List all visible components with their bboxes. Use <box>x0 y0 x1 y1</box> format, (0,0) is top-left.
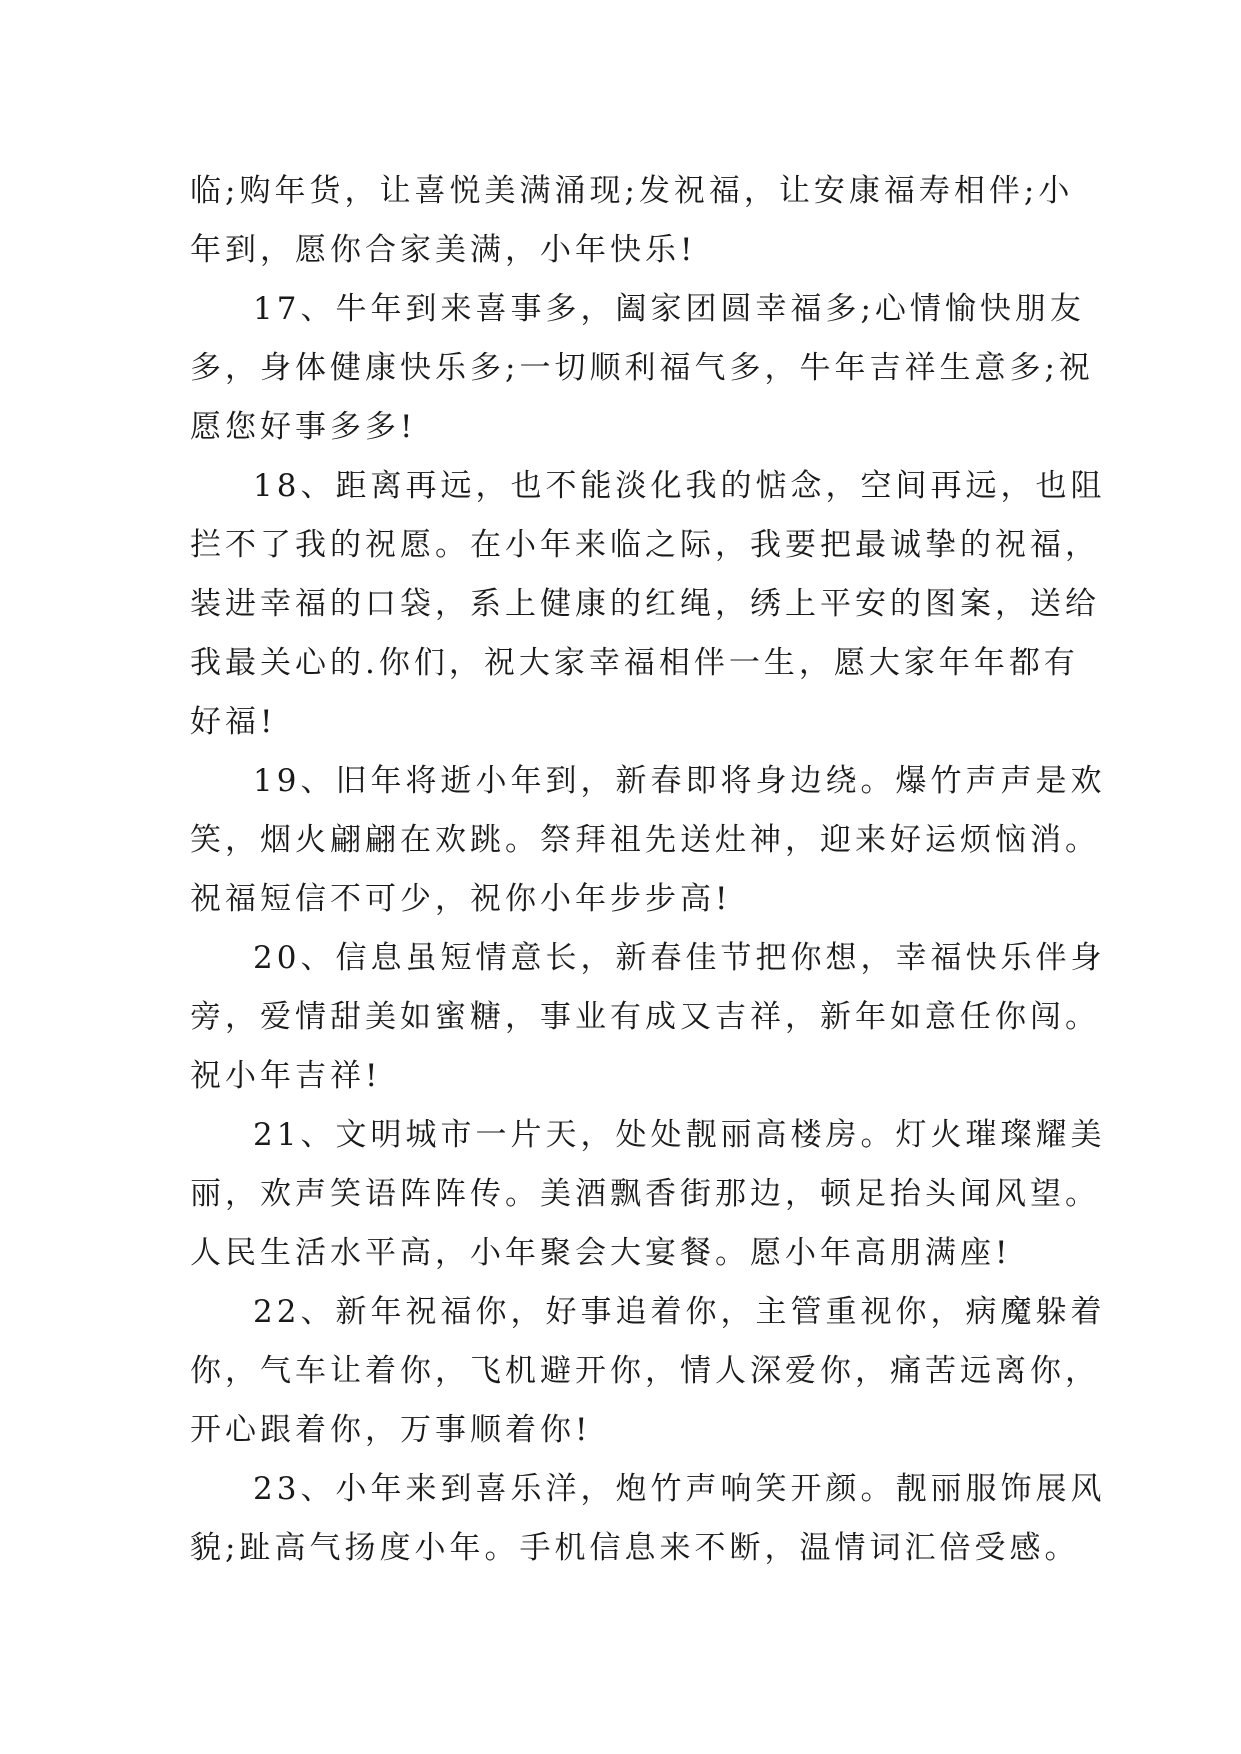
text-line: 20、信息虽短情意长，新春佳节把你想，幸福快乐伴身 <box>253 940 1106 976</box>
paragraph-19 <box>190 752 1106 929</box>
paragraph-20 <box>190 929 1106 1106</box>
text-line: 你，气车让着你，飞机避开你，情人深爱你，痛苦远离你， <box>190 1353 1100 1389</box>
text-line: 开心跟着你，万事顺着你! <box>190 1412 592 1448</box>
paragraph-23 <box>190 1460 1106 1578</box>
text-line: 装进幸福的口袋，系上健康的红绳，绣上平安的图案，送给 <box>190 586 1100 622</box>
text-line: 23、小年来到喜乐洋，炮竹声响笑开颜。靓丽服饰展风 <box>253 1471 1106 1507</box>
text-line: 好福! <box>190 704 277 740</box>
text-line: 旁，爱情甜美如蜜糖，事业有成又吉祥，新年如意任你闯。 <box>190 999 1100 1035</box>
paragraph-18 <box>190 457 1106 752</box>
text-line: 临;购年货，让喜悦美满涌现;发祝福，让安康福寿相伴;小 <box>190 173 1074 209</box>
text-line: 19、旧年将逝小年到，新春即将身边绕。爆竹声声是欢 <box>253 763 1106 799</box>
text-line: 拦不了我的祝愿。在小年来临之际，我要把最诚挚的祝福， <box>190 527 1100 563</box>
text-line: 年到，愿你合家美满，小年快乐! <box>190 232 697 268</box>
text-line: 祝福短信不可少，祝你小年步步高! <box>190 881 732 917</box>
paragraph-21 <box>190 1106 1106 1283</box>
text-line: 我最关心的.你们，祝大家幸福相伴一生，愿大家年年都有 <box>190 645 1079 681</box>
text-line: 多，身体健康快乐多;一切顺利福气多，牛年吉祥生意多;祝 <box>190 350 1094 386</box>
text-line: 祝小年吉祥! <box>190 1058 382 1094</box>
text-line: 21、文明城市一片天，处处靓丽高楼房。灯火璀璨耀美 <box>253 1117 1106 1153</box>
text-line: 貌;趾高气扬度小年。手机信息来不断，温情词汇倍受感。 <box>190 1530 1080 1566</box>
document-body <box>190 162 1106 1578</box>
text-line: 22、新年祝福你，好事追着你，主管重视你，病魔躲着 <box>253 1294 1106 1330</box>
text-line: 17、牛年到来喜事多，阖家团圆幸福多;心情愉快朋友 <box>253 291 1085 327</box>
paragraph-17 <box>190 280 1094 457</box>
text-line: 人民生活水平高，小年聚会大宴餐。愿小年高朋满座! <box>190 1235 1012 1271</box>
paragraph-22 <box>190 1283 1106 1460</box>
text-line: 愿您好事多多! <box>190 409 417 445</box>
text-line: 丽，欢声笑语阵阵传。美酒飘香街那边，顿足抬头闻风望。 <box>190 1176 1100 1212</box>
paragraph-16-tail <box>190 162 1074 280</box>
text-line: 笑，烟火翩翩在欢跳。祭拜祖先送灶神，迎来好运烦恼消。 <box>190 822 1100 858</box>
text-line: 18、距离再远，也不能淡化我的惦念，空间再远，也阻 <box>253 468 1106 504</box>
